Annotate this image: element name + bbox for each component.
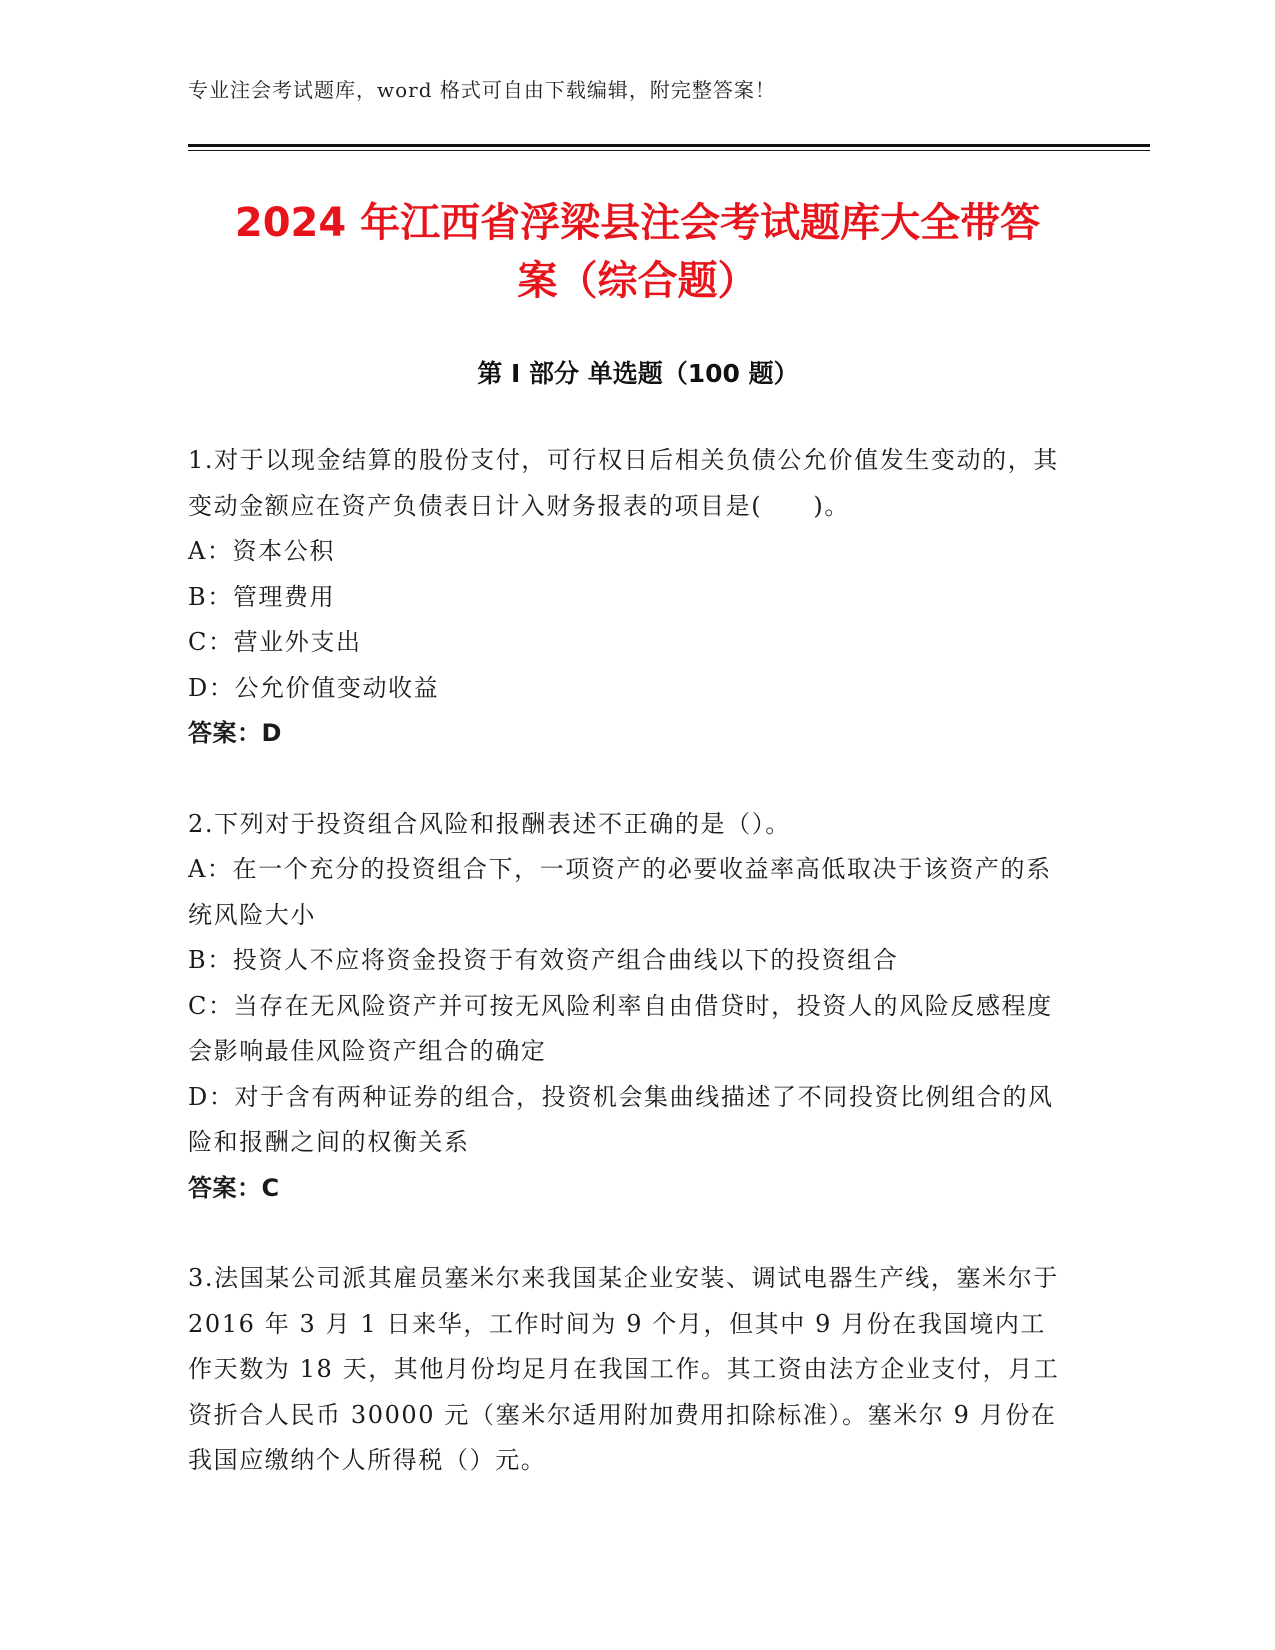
question-stem: 1.对于以现金结算的股份支付，可行权日后相关负债公允价值发生变动的，其变动金额应在资产负债表日计入财务报表的项目是( )。 bbox=[188, 446, 1059, 520]
section-heading: 第 I 部分 单选题（100 题） bbox=[477, 359, 799, 388]
document-title bbox=[180, 194, 1095, 310]
answer: 答案：C bbox=[188, 1173, 280, 1202]
option-c: C：当存在无风险资产并可按无风险利率自由借贷时，投资人的风险反感程度会影响最佳风险资产组合的确定 bbox=[188, 991, 1053, 1065]
document-title-line-2: 案（综合题） bbox=[517, 258, 758, 304]
option-b: B：管理费用 bbox=[188, 582, 336, 611]
option-d: D：对于含有两种证券的组合，投资机会集曲线描述了不同投资比例组合的风险和报酬之间的权衡关系 bbox=[188, 1082, 1054, 1156]
option-d: D：公允价值变动收益 bbox=[188, 673, 440, 702]
question-list bbox=[188, 438, 1068, 1529]
question-3 bbox=[188, 1256, 1068, 1484]
option-a: A：在一个充分的投资组合下，一项资产的必要收益率高低取决于该资产的系统风险大小 bbox=[188, 855, 1052, 929]
header-note: 专业注会考试题库，word 格式可自由下载编辑，附完整答案！ bbox=[188, 78, 776, 102]
header-rule-thin bbox=[188, 150, 1150, 151]
question-stem: 3.法国某公司派其雇员塞米尔来我国某企业安装、调试电器生产线，塞米尔于 2016 年 3 月 1 日来华，工作时间为 9 个月，但其中 9 月份在我国境内工作天数为 18 天，其他月份均足月在我国工作。其工资由法方企业支付，月工资折合人民币 30000 元（塞米尔适用附加费用扣除标准）。塞米尔 9 月份在我国应缴纳个人所得税（）元。 bbox=[188, 1264, 1060, 1474]
question-1 bbox=[188, 438, 1068, 757]
question-2 bbox=[188, 802, 1068, 1212]
document-title-line-1: 2024 年江西省浮梁县注会考试题库大全带答 bbox=[234, 200, 1041, 246]
question-stem: 2.下列对于投资组合风险和报酬表述不正确的是（）。 bbox=[188, 809, 791, 838]
option-b: B：投资人不应将资金投资于有效资产组合曲线以下的投资组合 bbox=[188, 946, 899, 974]
header-rule-thick bbox=[188, 144, 1150, 147]
option-c: C：营业外支出 bbox=[188, 628, 362, 656]
answer: 答案：D bbox=[188, 719, 282, 747]
option-a: A：资本公积 bbox=[188, 537, 335, 565]
